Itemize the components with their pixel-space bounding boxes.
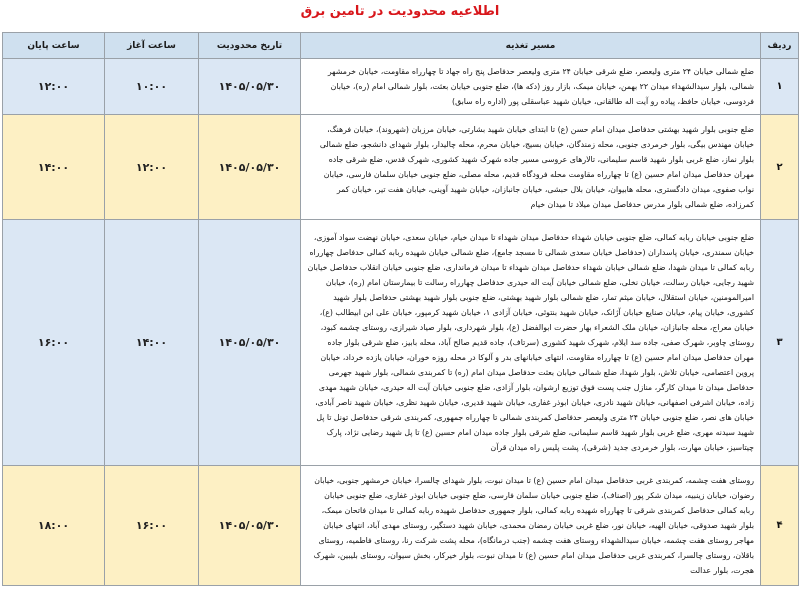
row-route: ضلع شمالی خیابان ۲۴ متری ولیعصر، ضلع شرقی خیابان ۲۴ متری ولیعصر حدفاصل پنج راه جهاد تا چهارراه مقاومت، خیابان خرمشهر شمالی، بلوار سیدالشهداء میدان ۲۲ بهمن، خیابان میمک، بازار روز (دکه ها)، ضلع جنوبی خیابان بعثت، بلوار شمالی امام (ره)، خیابان فردوسی، خیابان حافظ، پیاده رو آیت اله طالقانی، خیابان شهید عباسقلی پور (اداره راه سابق) bbox=[301, 59, 761, 115]
row-start: ۱۴:۰۰ bbox=[105, 220, 199, 466]
table-row bbox=[3, 115, 799, 220]
row-end: ۱۴:۰۰ bbox=[3, 115, 105, 220]
table-row bbox=[3, 466, 799, 586]
row-date: ۱۴۰۵/۰۵/۳۰ bbox=[199, 220, 301, 466]
row-date: ۱۴۰۵/۰۵/۳۰ bbox=[199, 115, 301, 220]
header-index: ردیف bbox=[761, 33, 799, 59]
header-start: ساعت آغاز bbox=[105, 33, 199, 59]
row-start: ۱۰:۰۰ bbox=[105, 59, 199, 115]
row-start: ۱۲:۰۰ bbox=[105, 115, 199, 220]
row-route: ضلع جنوبی بلوار شهید بهشتی حدفاصل میدان امام حسن (ع) تا ابتدای خیابان شهید بشارتی، خیابان مرزبان (شهروند)، خیابان فرهنگ، خیابان مهندس بیگی، بلوار خرمردی جنوبی، محله زمندگان، خیابان بسیج، خیابان محرم، محله چالیدار، بلوار شهدای دانشجو، ضلع شمالی بلوار نماز، ضلع غربی بلوار شهید قاسم سلیمانی، تالارهای عروسی مسیر جاده شهرک شهید کشوری، شهرک قدس، ضلع شرقی جاده مهران حدفاصل میدان امام حسین (ع) تا چهارراه مقاومت محله فرودگاه قدیم، محله مصلی، ضلع جنوبی خیابان سلمان فارسی، خیابان نواب صفوی، میدان دادگستری، محله هابیوان، خیابان بلال حبشی، خیابان جانبازان، خیابان شهید آوینی، خیابان هفت تیر، خیابان کمر کمرزاده، ضلع شمالی بلوار مدرس حدفاصل میدان میلاد تا میدان خیام bbox=[301, 115, 761, 220]
row-end: ۱۲:۰۰ bbox=[3, 59, 105, 115]
outage-table bbox=[2, 32, 799, 586]
header-end: ساعت پایان bbox=[3, 33, 105, 59]
row-date: ۱۴۰۵/۰۵/۳۰ bbox=[199, 466, 301, 586]
row-index: ۳ bbox=[761, 220, 799, 466]
page-title: اطلاعیه محدودیت در تامین برق bbox=[300, 4, 500, 19]
table-row bbox=[3, 59, 799, 115]
row-start: ۱۶:۰۰ bbox=[105, 466, 199, 586]
header-route: مسیر تغذیه bbox=[301, 33, 761, 59]
row-date: ۱۴۰۵/۰۵/۳۰ bbox=[199, 59, 301, 115]
row-index: ۱ bbox=[761, 59, 799, 115]
row-end: ۱۸:۰۰ bbox=[3, 466, 105, 586]
row-index: ۴ bbox=[761, 466, 799, 586]
row-route: روستای هفت چشمه، کمربندی غربی حدفاصل میدان امام حسین (ع) تا میدان نبوت، بلوار شهدای چالسرا، خیابان خرمشهر جنوبی، خیابان رضوان، خیابان زینبیه، میدان شکر پور (اصناف)، ضلع جنوبی خیابان سلمان فارسی، ضلع جنوبی خیابان ابوذر غفاری، ضلع جنوبی خیابان ربابه کمالی حدفاصل کمربندی شرقی تا چهارراه شهیده ربابه کمالی، بلوار جمهوری حدفاصل شهیده ربابه کمالی تا میدان فاتحان میمک، بلوار شهید صدوقی، خیابان الهیه، خیابان نور، ضلع غربی خیابان رمضان محمدی، خیابان شهید دستگیر، روستای مهدی آباد، انتهای خیابان مهاجر روستای هفت چشمه، خیابان سیدالشهداء روستای هفت چشمه (جنب درمانگاه)، محله پشت شرکت رنا، روستای فاطمیه، روستای باقلان، روستای چالسرا، کمربندی غربی حدفاصل میدان امام حسین (ع) تا میدان نبوت، بلوار خیرکار، بخش سیوان، روستای بلیبین، شهرک هجرت، بلوار عدالت bbox=[301, 466, 761, 586]
row-route: ضلع جنوبی خیابان ربابه کمالی، ضلع جنوبی خیابان شهداء حدفاصل میدان شهداء تا میدان خیام، خیابان سعدی، خیابان نهضت سواد آموزی، خیابان سمندری، خیابان پاسداران (حدفاصل خیابان سعدی شمالی تا مسجد جامع)، ضلع شمالی خیابان شهیده ربابه کمالی حدفاصل چهارراه ربابه کمالی تا میدان شهدا، ضلع شمالی خیابان شهداء حدفاصل میدان شهداء تا میدان فرمانداری، ضلع جنوبی خیابان انقلاب حدفاصل خیابان شهید رجایی، خیابان رسالت، خیابان نخلی، ضلع شمالی خیابان آیت اله حیدری حدفاصل چهارراه رسالت تا بیمارستان امام (ره)، خیابان امیرالمومنین، خیابان استقلال، خیابان میثم تمار، ضلع شمالی بلوار شهید بهشتی، ضلع جنوبی بلوار شهید بهشتی حدفاصل بلوار شهید کشوری، خیابان پیام، خیابان صنایع خیابان آژانک، خیابان شهید بنتوئی، خیابان آزادی ۱، خیابان شهید کرمپور، خیابان علی ابن ابیطالب (ع)، خیابان معراج، محله جانبازان، خیابان ملک الشعراء بهار حضرت ابوالفضل (ع)، بلوار شهرداری، بلوار صیاد شیرازی، روستای چشمه کبود، روستای چاوبر، شهرک صفی، جاده سد ایلام، شهرک شهید کشوری (سرتاف)، جاده قدیم صالح آباد، محله بابیز، ضلع شرقی بلوار جاده مهران حدفاصل میدان امام حسین (ع) تا چهارراه مقاومت، انتهای خیابانهای بدر و آلوکا در محله روزه خوران، خیابان یازده خرداد، خیابان پروین اعتصامی، خیابان تلاش، بلوار شهدا، ضلع شمالی خیابان بعثت حدفاصل میدان امام (ره) تا کمربندی شمالی، بلوار شهید جهرمی حدفاصل میدان تا میدان کارگر، منازل جنب پست فوق توزیع ارشوان، بلوار آزادی، ضلع جنوبی خیابان آیت اله حیدری، خیابان شهید مهدی زاده، خیابان اشرفی اصفهانی، خیابان شهید نادری، خیابان ابوذر غفاری، خیابان شهید قدیری، خیابان شهید نظری، خیابان شهید ناصر آبادی، خیابان های نصر، ضلع جنوبی خیابان ۲۴ متری ولیعصر حدفاصل کمربندی شمالی تا چهارراه جمهوری، کمربندی شرقی حدفاصل تونل تا پل شهید سیدنه مهری، ضلع غربی بلوار شهید قاسم سلیمانی، ضلع شرقی بلوار جاده میدان امام حسین (ع) تا پل شهید رضایی نژاد، پارک چیتاسیز، خیابان مهارت، بلوار خرمردی جدید (شرقی)، پشت پلیس راه میدان قرآن bbox=[301, 220, 761, 466]
table-row bbox=[3, 220, 799, 466]
header-date: تاریخ محدودیت bbox=[199, 33, 301, 59]
row-end: ۱۶:۰۰ bbox=[3, 220, 105, 466]
row-index: ۲ bbox=[761, 115, 799, 220]
table-header-row bbox=[3, 33, 799, 59]
